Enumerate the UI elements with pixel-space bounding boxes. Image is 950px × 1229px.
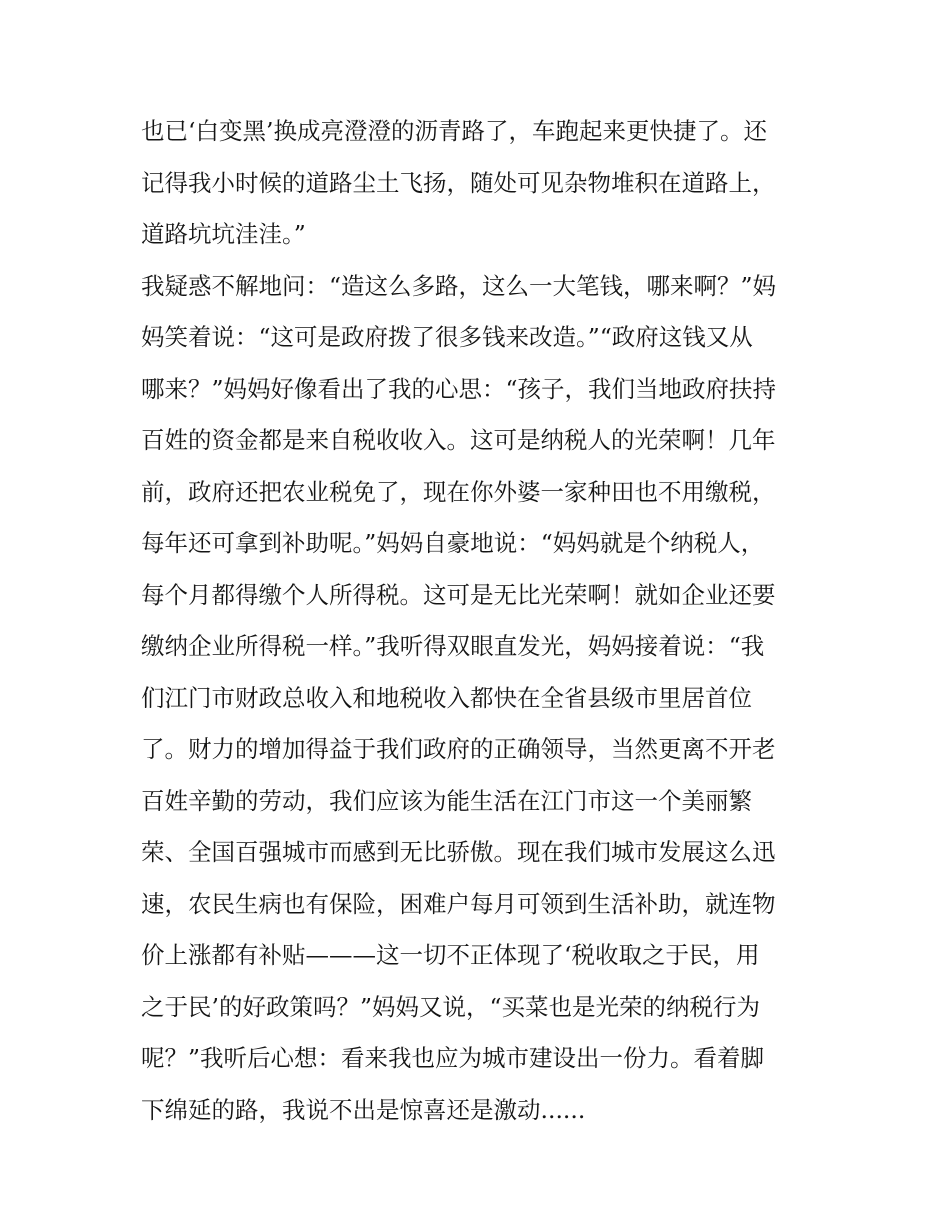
text-line: 之于民’的好政策吗？”妈妈又说，“买菜也是光荣的纳税行为: [141, 992, 760, 1021]
text-line: 记得我小时候的道路尘土飞扬，随处可见杂物堆积在道路上，: [141, 168, 776, 197]
text-line: 妈笑着说：“这可是政府拨了很多钱来改造。”“政府这钱又从: [141, 323, 753, 351]
text-line: 每年还可拿到补助呢。”妈妈自豪地说：“妈妈就是个纳税人，: [141, 529, 765, 557]
text-line: 了。财力的增加得益于我们政府的正确领导，当然更离不开老: [141, 735, 776, 763]
text-line: 速，农民生病也有保险，困难户每月可领到生活补助，就连物: [141, 889, 776, 918]
text-line: 价上涨都有补贴———这一切不正体现了‘税收取之于民，用: [141, 941, 760, 969]
text-line: 也已‘白变黑’换成亮澄澄的沥青路了，车跑起来更快捷了。还: [141, 117, 767, 145]
text-line: 下绵延的路，我说不出是惊喜还是激动......: [141, 1095, 586, 1124]
text-line: 呢？”我听后心想：看来我也应为城市建设出一份力。看着脚: [141, 1044, 765, 1072]
text-line: 百姓的资金都是来自税收收入。这可是纳税人的光荣啊！几年: [141, 426, 776, 454]
text-line: 荣、全国百强城市而感到无比骄傲。现在我们城市发展这么迅: [141, 838, 776, 866]
text-line: 道路坑坑洼洼。”: [141, 220, 306, 248]
text-line: 缴纳企业所得税一样。”我听得双眼直发光，妈妈接着说：“我: [141, 632, 765, 660]
text-line: 哪来？”妈妈好像看出了我的心思：“孩子，我们当地政府扶持: [141, 374, 777, 403]
text-line: 每个月都得缴个人所得税。这可是无比光荣啊！就如企业还要: [141, 580, 776, 609]
text-line: 们江门市财政总收入和地税收入都快在全省县级市里居首位: [141, 683, 752, 712]
text-line: 我疑惑不解地问：“造这么多路，这么一大笔钱，哪来啊？”妈: [141, 271, 777, 300]
text-line: 百姓辛勤的劳动，我们应该为能生活在江门市这一个美丽繁: [141, 786, 752, 815]
text-line: 前，政府还把农业税免了，现在你外婆一家种田也不用缴税，: [141, 477, 776, 506]
body-text: [141, 110, 821, 1140]
